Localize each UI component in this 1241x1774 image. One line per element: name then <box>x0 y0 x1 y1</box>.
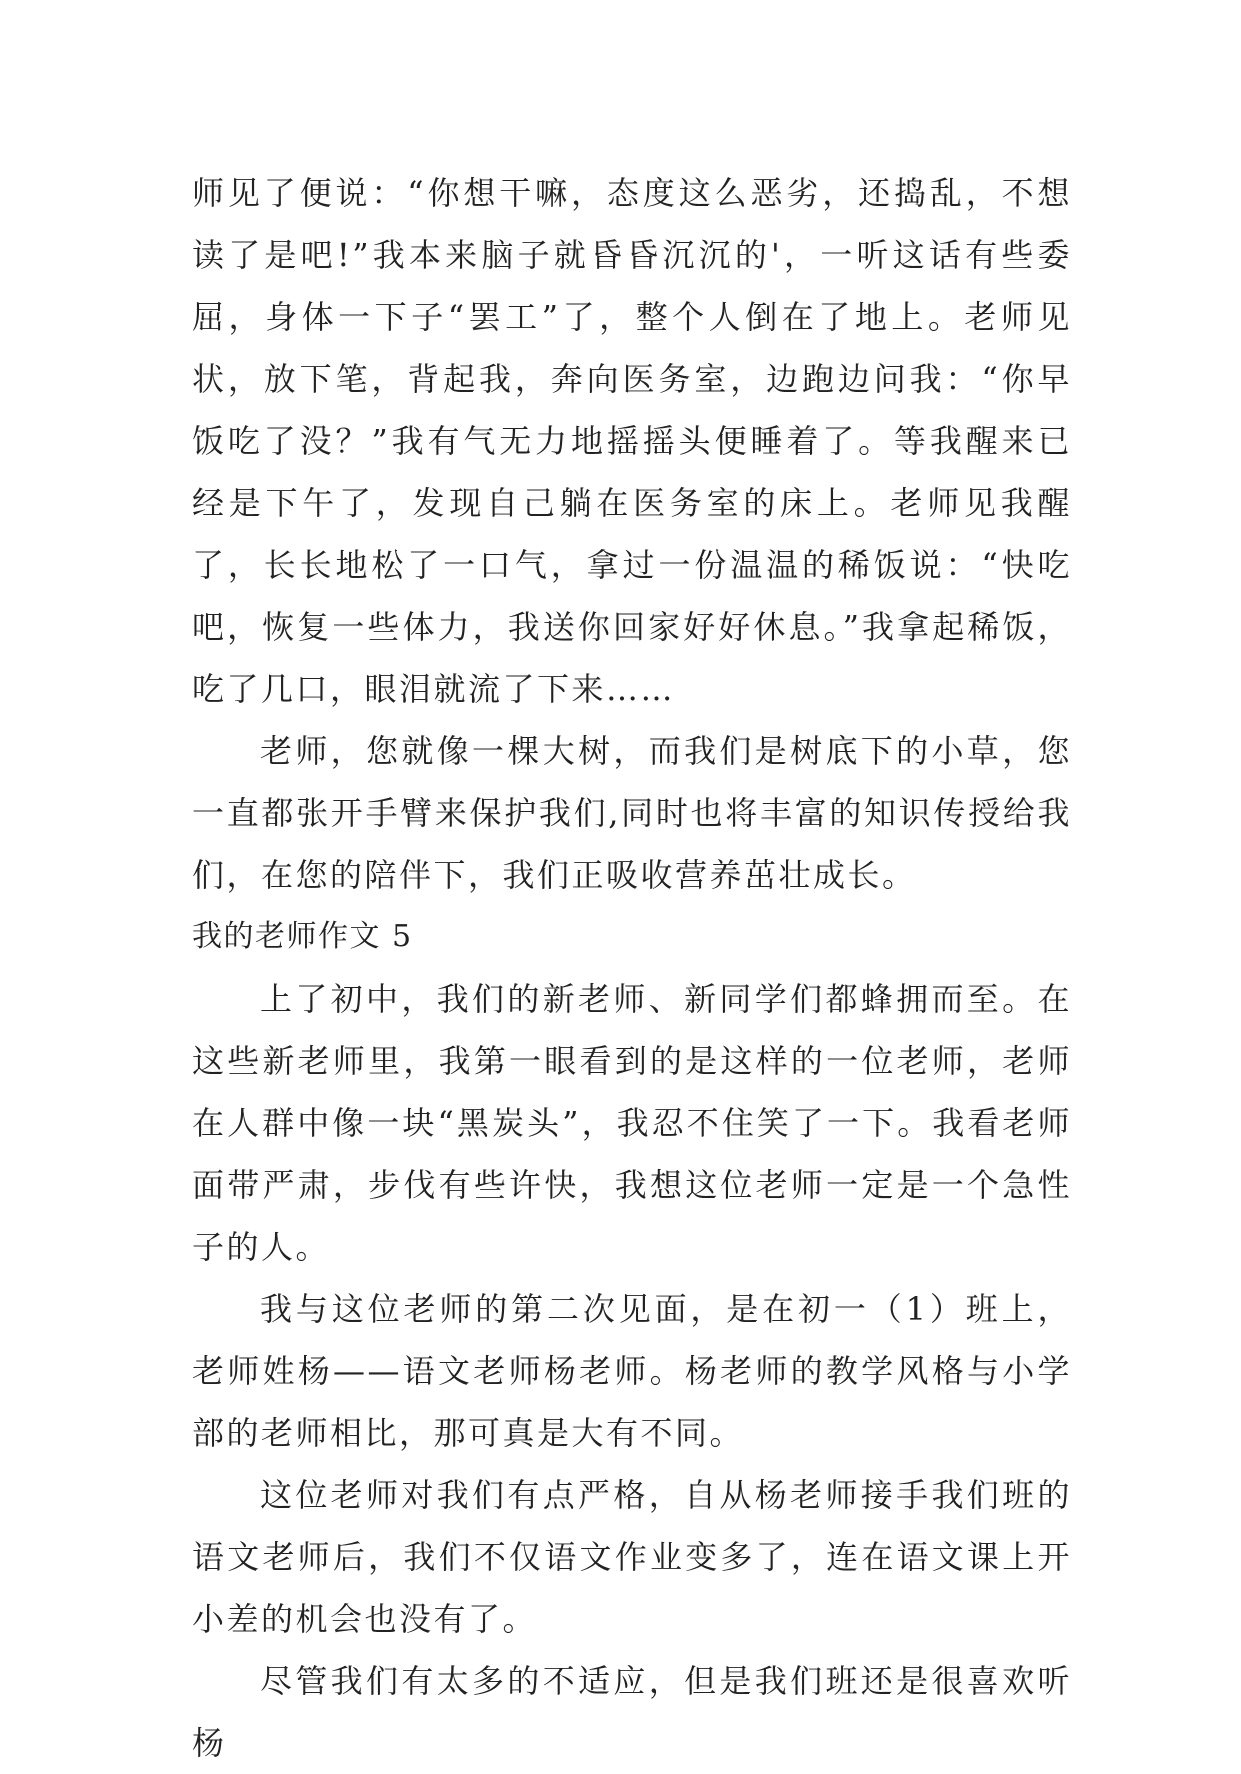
section-heading: 我的老师作文 5 <box>192 919 413 954</box>
paragraph-1: 师见了便说：“你想干嘛，态度这么恶劣，还捣乱，不想读了是吧!”我本来脑子就昏昏沉沉的'，一听这话有些委屈，身体一下子“罢工”了，整个人倒在了地上。老师见状，放下笔，背起我，奔向医务室，边跑边问我：“你早饭吃了没？”我有气无力地摇摇头便睡着了。等我醒来已经是下午了，发现自己躺在医务室的床上。老师见我醒了，长长地松了一口气，拿过一份温温的稀饭说：“快吃吧，恢复一些体力，我送你回家好好休息。”我拿起稀饭，吃了几口，眼泪就流了下来…… <box>192 174 1072 708</box>
paragraph-5: 这位老师对我们有点严格，自从杨老师接手我们班的语文老师后，我们不仅语文作业变多了，连在语文课上开小差的机会也没有了。 <box>192 1476 1072 1638</box>
paragraph-6: 尽管我们有太多的不适应，但是我们班还是很喜欢听杨 <box>192 1662 1072 1762</box>
paragraph-3: 上了初中，我们的新老师、新同学们都蜂拥而至。在这些新老师里，我第一眼看到的是这样的一位老师，老师在人群中像一块“黑炭头”，我忍不住笑了一下。我看老师面带严肃，步伐有些许快，我想这位老师一定是一个急性子的人。 <box>192 980 1072 1266</box>
paragraph-2: 老师，您就像一棵大树，而我们是树底下的小草，您一直都张开手臂来保护我们,同时也将丰富的知识传授给我们，在您的陪伴下，我们正吸收营养茁壮成长。 <box>192 732 1072 894</box>
document-body <box>192 162 1072 1774</box>
paragraph-4: 我与这位老师的第二次见面，是在初一（1）班上，老师姓杨——语文老师杨老师。杨老师的教学风格与小学部的老师相比，那可真是大有不同。 <box>192 1290 1072 1452</box>
